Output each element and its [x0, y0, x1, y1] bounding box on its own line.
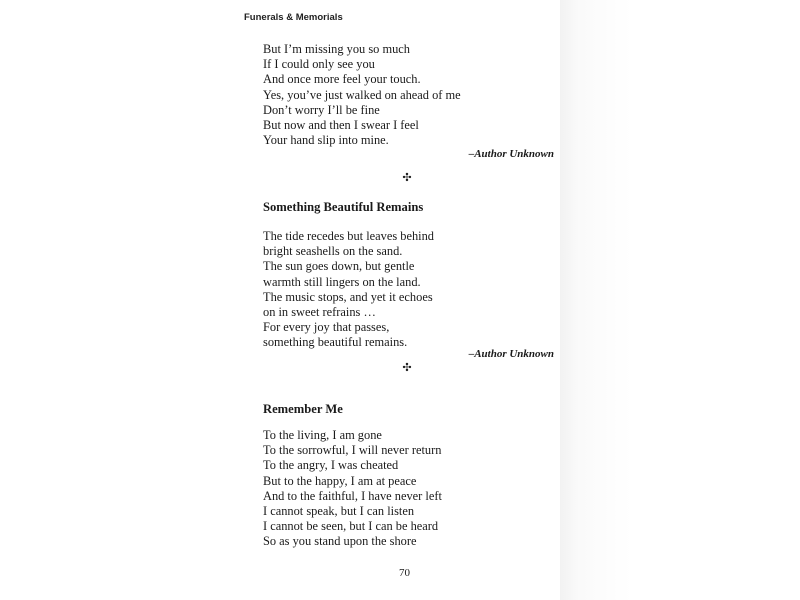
poem-line: The music stops, and yet it echoes	[263, 289, 433, 304]
poem-line: bright seashells on the sand.	[263, 244, 403, 259]
poem-line: For every joy that passes,	[263, 320, 390, 335]
section-ornament-icon: ✣	[402, 361, 412, 374]
poem-line: Don’t worry I’ll be fine	[263, 102, 380, 117]
poem-1-attribution: –Author Unknown	[468, 148, 554, 160]
poem-line: And to the faithful, I have never left	[263, 488, 442, 503]
poem-line: And once more feel your touch.	[263, 72, 421, 87]
poem-line: warmth still lingers on the land.	[263, 274, 421, 289]
poem-line: Your hand slip into mine.	[263, 133, 389, 148]
poem-line: To the angry, I was cheated	[263, 458, 399, 473]
poem-line: But to the happy, I am at peace	[263, 473, 417, 488]
poem-line: To the living, I am gone	[263, 428, 382, 442]
poem-line: So as you stand upon the shore	[263, 534, 417, 549]
poem-line: To the sorrowful, I will never return	[263, 443, 442, 458]
poem-2-attribution: –Author Unknown	[468, 348, 554, 360]
poem-line: something beautiful remains.	[263, 335, 408, 350]
section-ornament-icon: ✣	[402, 171, 412, 184]
running-head: Funerals & Memorials	[244, 12, 343, 23]
poem-line: I cannot be seen, but I can be heard	[263, 519, 439, 534]
poem-2-stanza	[263, 229, 434, 351]
page-edge-shadow	[560, 0, 800, 600]
poem-2-title: Something Beautiful Remains	[263, 200, 424, 214]
poem-line: The tide recedes but leaves behind	[263, 229, 434, 243]
poem-line: If I could only see you	[263, 57, 375, 72]
poem-line: I cannot speak, but I can listen	[263, 504, 415, 519]
poem-line: on in sweet refrains …	[263, 305, 376, 320]
poem-3-stanza	[263, 428, 442, 550]
poem-line: Yes, you’ve just walked on ahead of me	[263, 87, 461, 102]
poem-line: But now and then I swear I feel	[263, 118, 419, 133]
page-number: 70	[399, 567, 410, 579]
poem-1-stanza	[263, 42, 461, 148]
poem-line: But I’m missing you so much	[263, 42, 410, 56]
poem-line: The sun goes down, but gentle	[263, 259, 415, 274]
poem-3-title: Remember Me	[263, 402, 343, 416]
